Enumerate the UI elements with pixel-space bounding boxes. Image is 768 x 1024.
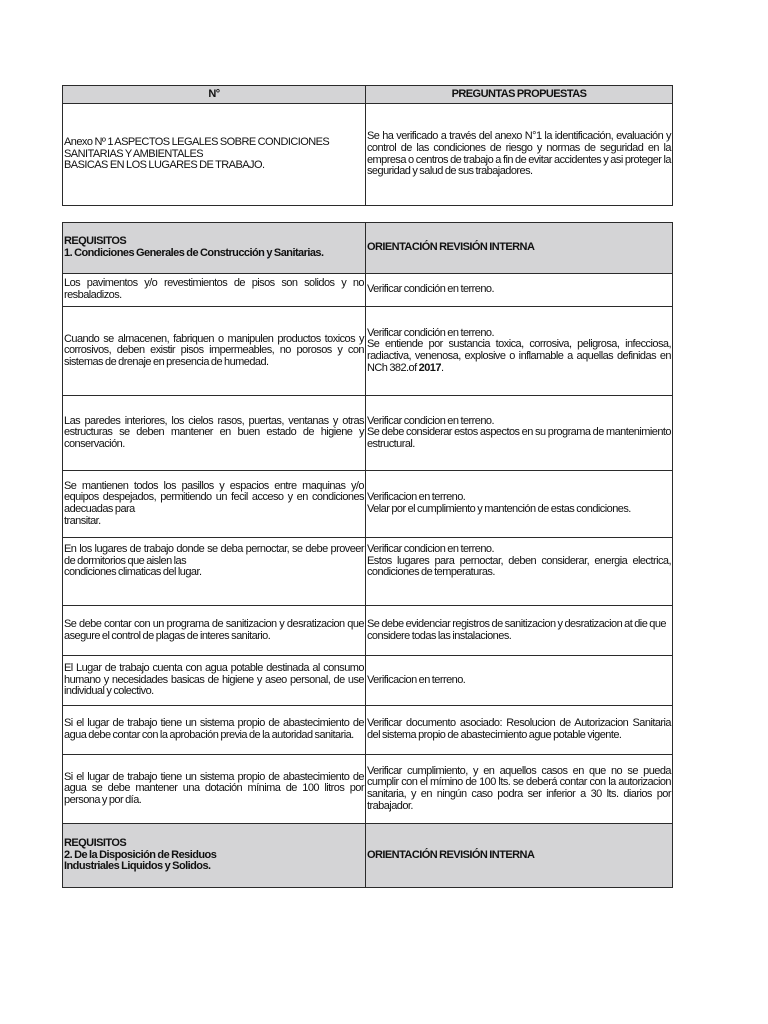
table-row xyxy=(63,396,673,471)
requirement-cell xyxy=(63,471,366,538)
table-row xyxy=(63,755,673,824)
orientation-line: Verificar condición en terreno. xyxy=(366,326,494,339)
table-row xyxy=(63,606,673,656)
orientation-cell: Verificar documento asociado: Resolucion de Autorizacion Sanitaria del sistema propio de abastecimiento ague potable vigente. xyxy=(365,706,672,755)
section2-label: REQUISITOS xyxy=(64,837,127,850)
orientation-cell: Verificacion en terreno. xyxy=(365,656,672,706)
table-row xyxy=(63,274,673,307)
section2-title-line2: Industriales Liquidos y Solidos. xyxy=(64,860,211,873)
requirement-text-end: transitar. xyxy=(64,514,101,527)
requirement-cell: Cuando se almacenen, fabriquen o manipulen productos toxicos y corrosivos, deben existir pisos impermeables, no porosos y con sistemas de drenaje en presencia de humedad. xyxy=(63,307,366,396)
requirement-cell: Se debe contar con un programa de sanitizacion y desratizacion que asegure el control de plagas de interes sanitario. xyxy=(63,606,366,656)
requirement-cell: Si el lugar de trabajo tiene un sistema propio de abastecimiento de agua se debe mantener una dotación mínima de 100 litros por persona y por día. xyxy=(63,755,366,824)
orientation-cell xyxy=(365,538,672,606)
requirement-cell: El Lugar de trabajo cuenta con agua potable destinada al consumo humano y necesidades basicas de higiene y aseo personal, de use individual y colectivo. xyxy=(63,656,366,706)
orientation-line: Estos lugares para pernoctar, deben considerar, energia electrica, condiciones de temperaturas. xyxy=(366,554,671,579)
section1-title: 1. Condiciones Generales de Construcción y Sanitarias. xyxy=(64,247,324,259)
orientation-line: Verificar condicion en terreno. xyxy=(366,543,494,555)
orientation-line: Se entiende por sustancia toxica, corrosiva, peligrosa, infecciosa, radiactiva, venenosa, explosive o inflamable a aquellas definidas en NCh 382.of xyxy=(366,338,671,374)
table-row xyxy=(63,706,673,755)
number-column-header: N° xyxy=(63,86,366,104)
requirement-text: En los lugares de trabajo donde se deba pernoctar, se debe proveer de dormitorios que aislen las xyxy=(64,543,364,567)
table-row xyxy=(63,471,673,538)
requirement-cell: Si el lugar de trabajo tiene un sistema propio de abastecimiento de agua debe contar con la aprobación previa de la autoridad sanitaria. xyxy=(63,706,366,755)
requirements-table xyxy=(62,222,673,888)
section2-orientation-header: ORIENTACIÓN REVISIÓN INTERNA xyxy=(365,824,672,888)
orientation-period: . xyxy=(440,361,444,374)
table-row xyxy=(63,656,673,706)
orientation-line: Verificacion en terreno. xyxy=(366,491,466,504)
orientation-line: Velar por el cumplimiento y mantención de estas condiciones. xyxy=(366,503,631,515)
requirement-text: Se mantienen todos los pasillos y espacios entre maquinas y/o equipos despejados, permitiendo un fecil acceso y en condiciones adecuadas para xyxy=(64,479,364,515)
annex-question-cell: Se ha verificado a través del anexo N°1 la identificación, evaluación y control de las condiciones de riesgo y normas de seguridad en la empresa o centros de trabajo a fin de evitar accidentes y asi proteger la seguridad y salud de sus trabajadores. xyxy=(365,104,672,206)
section1-title-cell xyxy=(63,223,366,274)
orientation-cell: Se debe evidenciar registros de sanitizacion y desratizacion at die que considere todas las instalaciones. xyxy=(365,606,672,656)
orientation-cell xyxy=(365,307,672,396)
orientation-year: 2017 xyxy=(418,361,441,374)
orientation-line: Se debe considerar estos aspectos en su programa de mantenimiento estructural. xyxy=(366,426,671,450)
table-row xyxy=(63,307,673,396)
requirement-cell: Los pavimentos y/o revestimientos de pisos son solidos y no resbaladizos. xyxy=(63,274,366,307)
section1-label: REQUISITOS xyxy=(64,235,127,248)
orientation-cell xyxy=(365,471,672,538)
orientation-line: Verificar condicion en terreno. xyxy=(366,414,494,427)
requirement-text-end: condiciones climaticas del lugar. xyxy=(64,566,202,579)
section2-title-line1: 2. De la Disposición de Residuos xyxy=(64,848,217,861)
requirement-cell xyxy=(63,538,366,606)
section2-header-row xyxy=(63,824,673,888)
orientation-cell: Verificar cumplimiento, y en aquellos casos en que no se pueda cumplir con el mímino de 100 lts. se deberá contar con la autorizacion sanitaria, y en ningún caso podra ser inferior a 30 lts. diarios por trabajador. xyxy=(365,755,672,824)
requirement-cell: Las paredes interiores, los cielos rasos, puertas, ventanas y otras estructuras se deben mantener en buen estado de higiene y conservación. xyxy=(63,396,366,471)
annex-table-header xyxy=(63,86,673,104)
section1-header-row xyxy=(63,223,673,274)
questions-column-header: PREGUNTAS PROPUESTAS xyxy=(365,86,672,104)
annex-title-line2: SANITARIAS Y AMBIENTALES xyxy=(64,147,204,160)
annex-title-cell xyxy=(63,104,366,206)
orientation-cell: Verificar condición en terreno. xyxy=(365,274,672,307)
orientation-cell xyxy=(365,396,672,471)
section1-orientation-header: ORIENTACIÓN REVISIÓN INTERNA xyxy=(365,223,672,274)
section2-title-cell xyxy=(63,824,366,888)
table-row xyxy=(63,538,673,606)
annex-table xyxy=(62,85,673,206)
annex-title-line1: Anexo Nº 1 ASPECTOS LEGALES SOBRE CONDICIONES xyxy=(64,136,330,149)
annex-row xyxy=(63,104,673,206)
annex-title-line3: BASICAS EN LOS LUGARES DE TRABAJO. xyxy=(64,159,265,172)
